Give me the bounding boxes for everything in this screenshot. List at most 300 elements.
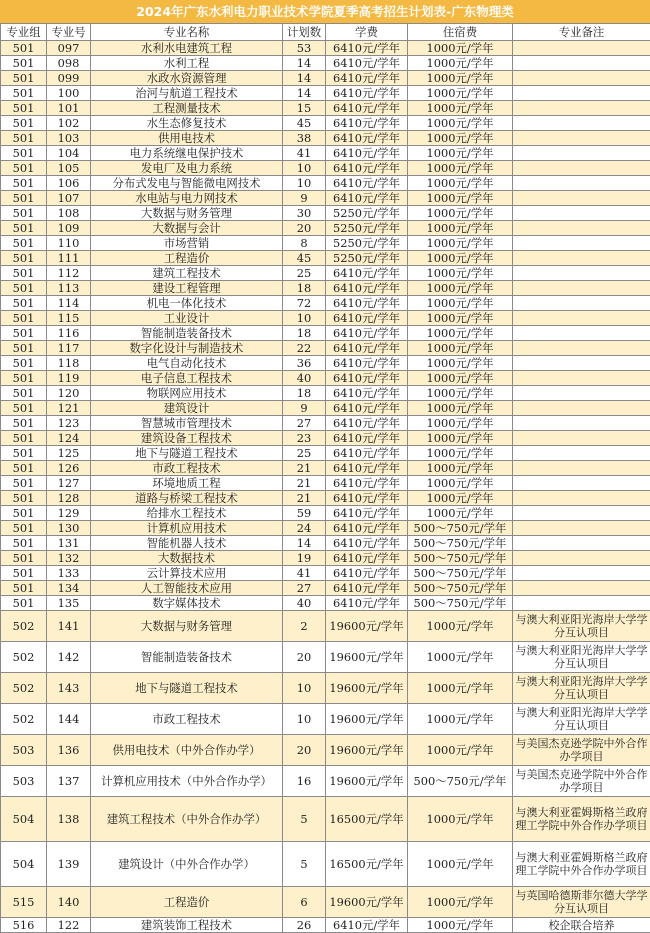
cell-lodging: 1000元/学年 bbox=[408, 206, 513, 221]
cell-plan: 18 bbox=[283, 386, 326, 401]
cell-plan: 27 bbox=[283, 581, 326, 596]
cell-lodging: 500～750元/学年 bbox=[408, 766, 513, 797]
cell-group: 501 bbox=[1, 56, 47, 71]
cell-name: 市场营销 bbox=[91, 236, 283, 251]
cell-lodging: 1000元/学年 bbox=[408, 735, 513, 766]
cell-plan: 53 bbox=[283, 41, 326, 56]
cell-plan: 5 bbox=[283, 797, 326, 842]
cell-name: 物联网应用技术 bbox=[91, 386, 283, 401]
cell-tuition: 19600元/学年 bbox=[326, 673, 408, 704]
cell-lodging: 1000元/学年 bbox=[408, 56, 513, 71]
cell-lodging: 1000元/学年 bbox=[408, 642, 513, 673]
cell-lodging: 500～750元/学年 bbox=[408, 551, 513, 566]
cell-plan: 26 bbox=[283, 918, 326, 933]
table-row bbox=[1, 371, 650, 386]
cell-tuition: 19600元/学年 bbox=[326, 611, 408, 642]
cell-name: 地下与隧道工程技术 bbox=[91, 673, 283, 704]
cell-name: 工程测量技术 bbox=[91, 101, 283, 116]
table-row bbox=[1, 491, 650, 506]
cell-note bbox=[513, 491, 650, 506]
cell-plan: 14 bbox=[283, 86, 326, 101]
cell-note: 与澳大利亚霍姆斯格兰政府理工学院中外合作办学项目 bbox=[513, 797, 650, 842]
table-row bbox=[1, 296, 650, 311]
cell-tuition: 6410元/学年 bbox=[326, 191, 408, 206]
cell-lodging: 1000元/学年 bbox=[408, 401, 513, 416]
cell-group: 502 bbox=[1, 611, 47, 642]
cell-name: 建筑设备工程技术 bbox=[91, 431, 283, 446]
table-row bbox=[1, 551, 650, 566]
table-row bbox=[1, 221, 650, 236]
header-lodging: 住宿费 bbox=[408, 24, 513, 41]
cell-code: 097 bbox=[47, 41, 91, 56]
cell-name: 云计算技术应用 bbox=[91, 566, 283, 581]
cell-lodging: 1000元/学年 bbox=[408, 356, 513, 371]
cell-lodging: 1000元/学年 bbox=[408, 918, 513, 933]
cell-plan: 21 bbox=[283, 491, 326, 506]
cell-name: 市政工程技术 bbox=[91, 704, 283, 735]
cell-group: 501 bbox=[1, 101, 47, 116]
cell-group: 502 bbox=[1, 704, 47, 735]
cell-group: 501 bbox=[1, 236, 47, 251]
cell-code: 126 bbox=[47, 461, 91, 476]
cell-group: 501 bbox=[1, 596, 47, 611]
cell-name: 市政工程技术 bbox=[91, 461, 283, 476]
cell-code: 130 bbox=[47, 521, 91, 536]
cell-lodging: 500～750元/学年 bbox=[408, 536, 513, 551]
cell-code: 118 bbox=[47, 356, 91, 371]
table-row bbox=[1, 766, 650, 797]
cell-plan: 45 bbox=[283, 116, 326, 131]
cell-lodging: 1000元/学年 bbox=[408, 146, 513, 161]
cell-tuition: 6410元/学年 bbox=[326, 386, 408, 401]
cell-name: 电力系统继电保护技术 bbox=[91, 146, 283, 161]
cell-group: 501 bbox=[1, 371, 47, 386]
cell-note bbox=[513, 41, 650, 56]
cell-lodging: 500～750元/学年 bbox=[408, 566, 513, 581]
cell-tuition: 5250元/学年 bbox=[326, 206, 408, 221]
cell-plan: 20 bbox=[283, 221, 326, 236]
cell-lodging: 1000元/学年 bbox=[408, 221, 513, 236]
table-row bbox=[1, 401, 650, 416]
table-row bbox=[1, 704, 650, 735]
cell-lodging: 1000元/学年 bbox=[408, 611, 513, 642]
cell-lodging: 1000元/学年 bbox=[408, 341, 513, 356]
table-row bbox=[1, 326, 650, 341]
cell-plan: 19 bbox=[283, 551, 326, 566]
cell-note bbox=[513, 386, 650, 401]
table-row bbox=[1, 281, 650, 296]
cell-note bbox=[513, 551, 650, 566]
cell-lodging: 1000元/学年 bbox=[408, 266, 513, 281]
table-row bbox=[1, 71, 650, 86]
cell-code: 109 bbox=[47, 221, 91, 236]
cell-note bbox=[513, 236, 650, 251]
cell-lodging: 1000元/学年 bbox=[408, 311, 513, 326]
cell-tuition: 6410元/学年 bbox=[326, 371, 408, 386]
cell-plan: 10 bbox=[283, 176, 326, 191]
cell-plan: 10 bbox=[283, 311, 326, 326]
cell-group: 501 bbox=[1, 266, 47, 281]
table-row bbox=[1, 476, 650, 491]
cell-note bbox=[513, 506, 650, 521]
cell-group: 501 bbox=[1, 581, 47, 596]
cell-note bbox=[513, 221, 650, 236]
table-row bbox=[1, 206, 650, 221]
cell-lodging: 1000元/学年 bbox=[408, 461, 513, 476]
cell-name: 大数据与财务管理 bbox=[91, 611, 283, 642]
cell-plan: 18 bbox=[283, 326, 326, 341]
cell-note bbox=[513, 86, 650, 101]
table-row bbox=[1, 797, 650, 842]
cell-name: 治河与航道工程技术 bbox=[91, 86, 283, 101]
cell-lodging: 1000元/学年 bbox=[408, 842, 513, 887]
cell-code: 112 bbox=[47, 266, 91, 281]
cell-note bbox=[513, 581, 650, 596]
cell-group: 501 bbox=[1, 41, 47, 56]
cell-group: 502 bbox=[1, 673, 47, 704]
cell-name: 道路与桥梁工程技术 bbox=[91, 491, 283, 506]
table-row bbox=[1, 918, 650, 933]
cell-note bbox=[513, 521, 650, 536]
cell-lodging: 1000元/学年 bbox=[408, 86, 513, 101]
cell-tuition: 6410元/学年 bbox=[326, 326, 408, 341]
cell-note: 与澳大利亚阳光海岸大学学分互认项目 bbox=[513, 611, 650, 642]
cell-plan: 20 bbox=[283, 735, 326, 766]
table-row bbox=[1, 191, 650, 206]
cell-lodging: 1000元/学年 bbox=[408, 416, 513, 431]
table-row bbox=[1, 356, 650, 371]
cell-code: 133 bbox=[47, 566, 91, 581]
cell-group: 501 bbox=[1, 116, 47, 131]
cell-plan: 45 bbox=[283, 251, 326, 266]
table-row bbox=[1, 842, 650, 887]
table-row bbox=[1, 431, 650, 446]
cell-name: 电气自动化技术 bbox=[91, 356, 283, 371]
cell-note bbox=[513, 431, 650, 446]
cell-plan: 9 bbox=[283, 401, 326, 416]
cell-note: 与澳大利亚霍姆斯格兰政府理工学院中外合作办学项目 bbox=[513, 842, 650, 887]
cell-code: 134 bbox=[47, 581, 91, 596]
table-row bbox=[1, 673, 650, 704]
cell-name: 数字化设计与制造技术 bbox=[91, 341, 283, 356]
cell-code: 125 bbox=[47, 446, 91, 461]
cell-lodging: 1000元/学年 bbox=[408, 236, 513, 251]
cell-plan: 20 bbox=[283, 642, 326, 673]
cell-name: 建筑设计 bbox=[91, 401, 283, 416]
cell-tuition: 6410元/学年 bbox=[326, 341, 408, 356]
cell-group: 501 bbox=[1, 131, 47, 146]
cell-code: 103 bbox=[47, 131, 91, 146]
cell-tuition: 6410元/学年 bbox=[326, 146, 408, 161]
cell-name: 人工智能技术应用 bbox=[91, 581, 283, 596]
cell-group: 501 bbox=[1, 491, 47, 506]
cell-plan: 8 bbox=[283, 236, 326, 251]
cell-note: 与澳大利亚阳光海岸大学学分互认项目 bbox=[513, 642, 650, 673]
cell-note bbox=[513, 101, 650, 116]
cell-lodging: 1000元/学年 bbox=[408, 446, 513, 461]
cell-tuition: 6410元/学年 bbox=[326, 41, 408, 56]
cell-name: 智能制造装备技术 bbox=[91, 326, 283, 341]
cell-note bbox=[513, 176, 650, 191]
cell-note bbox=[513, 131, 650, 146]
cell-tuition: 19600元/学年 bbox=[326, 887, 408, 918]
cell-group: 501 bbox=[1, 191, 47, 206]
table-row bbox=[1, 161, 650, 176]
cell-lodging: 1000元/学年 bbox=[408, 491, 513, 506]
cell-code: 142 bbox=[47, 642, 91, 673]
cell-name: 建筑工程技术 bbox=[91, 266, 283, 281]
cell-plan: 10 bbox=[283, 161, 326, 176]
cell-tuition: 6410元/学年 bbox=[326, 476, 408, 491]
cell-group: 503 bbox=[1, 766, 47, 797]
cell-tuition: 6410元/学年 bbox=[326, 566, 408, 581]
cell-code: 124 bbox=[47, 431, 91, 446]
cell-group: 501 bbox=[1, 251, 47, 266]
cell-plan: 23 bbox=[283, 431, 326, 446]
cell-note bbox=[513, 566, 650, 581]
cell-code: 143 bbox=[47, 673, 91, 704]
cell-lodging: 500～750元/学年 bbox=[408, 521, 513, 536]
cell-group: 501 bbox=[1, 221, 47, 236]
cell-note bbox=[513, 596, 650, 611]
header-group: 专业组 bbox=[1, 24, 47, 41]
cell-code: 099 bbox=[47, 71, 91, 86]
cell-group: 501 bbox=[1, 281, 47, 296]
cell-note: 与英国哈德斯菲尔德大学学分互认项目 bbox=[513, 887, 650, 918]
cell-code: 120 bbox=[47, 386, 91, 401]
table-row bbox=[1, 86, 650, 101]
cell-code: 136 bbox=[47, 735, 91, 766]
cell-plan: 21 bbox=[283, 476, 326, 491]
cell-name: 建筑工程技术（中外合作办学） bbox=[91, 797, 283, 842]
cell-note bbox=[513, 116, 650, 131]
cell-code: 137 bbox=[47, 766, 91, 797]
cell-name: 给排水工程技术 bbox=[91, 506, 283, 521]
cell-group: 501 bbox=[1, 416, 47, 431]
cell-note bbox=[513, 401, 650, 416]
cell-lodging: 1000元/学年 bbox=[408, 161, 513, 176]
cell-plan: 41 bbox=[283, 146, 326, 161]
cell-name: 工程造价 bbox=[91, 887, 283, 918]
cell-tuition: 19600元/学年 bbox=[326, 642, 408, 673]
cell-code: 113 bbox=[47, 281, 91, 296]
cell-code: 139 bbox=[47, 842, 91, 887]
cell-code: 100 bbox=[47, 86, 91, 101]
cell-lodging: 1000元/学年 bbox=[408, 887, 513, 918]
cell-note bbox=[513, 476, 650, 491]
cell-plan: 24 bbox=[283, 521, 326, 536]
cell-code: 122 bbox=[47, 918, 91, 933]
cell-name: 智能机器人技术 bbox=[91, 536, 283, 551]
cell-code: 132 bbox=[47, 551, 91, 566]
cell-code: 144 bbox=[47, 704, 91, 735]
cell-code: 117 bbox=[47, 341, 91, 356]
cell-name: 供用电技术（中外合作办学） bbox=[91, 735, 283, 766]
cell-lodging: 1000元/学年 bbox=[408, 176, 513, 191]
cell-plan: 6 bbox=[283, 887, 326, 918]
cell-note bbox=[513, 416, 650, 431]
cell-tuition: 6410元/学年 bbox=[326, 296, 408, 311]
cell-tuition: 6410元/学年 bbox=[326, 161, 408, 176]
cell-name: 建筑装饰工程技术 bbox=[91, 918, 283, 933]
header-name: 专业名称 bbox=[91, 24, 283, 41]
header-row bbox=[1, 24, 650, 41]
cell-name: 地下与隧道工程技术 bbox=[91, 446, 283, 461]
cell-name: 发电厂及电力系统 bbox=[91, 161, 283, 176]
table-row bbox=[1, 386, 650, 401]
table-row bbox=[1, 566, 650, 581]
cell-note bbox=[513, 191, 650, 206]
cell-group: 502 bbox=[1, 642, 47, 673]
cell-group: 501 bbox=[1, 296, 47, 311]
cell-note bbox=[513, 326, 650, 341]
cell-note: 校企联合培养 bbox=[513, 918, 650, 933]
cell-code: 140 bbox=[47, 887, 91, 918]
cell-plan: 10 bbox=[283, 673, 326, 704]
cell-tuition: 6410元/学年 bbox=[326, 116, 408, 131]
cell-group: 501 bbox=[1, 476, 47, 491]
table-row bbox=[1, 41, 650, 56]
cell-note: 与澳大利亚阳光海岸大学学分互认项目 bbox=[513, 704, 650, 735]
cell-name: 工程造价 bbox=[91, 251, 283, 266]
cell-group: 501 bbox=[1, 446, 47, 461]
cell-code: 115 bbox=[47, 311, 91, 326]
cell-group: 501 bbox=[1, 386, 47, 401]
cell-plan: 9 bbox=[283, 191, 326, 206]
cell-tuition: 6410元/学年 bbox=[326, 506, 408, 521]
cell-name: 计算机应用技术（中外合作办学） bbox=[91, 766, 283, 797]
cell-group: 504 bbox=[1, 797, 47, 842]
cell-name: 机电一体化技术 bbox=[91, 296, 283, 311]
cell-group: 501 bbox=[1, 506, 47, 521]
cell-note bbox=[513, 206, 650, 221]
cell-code: 121 bbox=[47, 401, 91, 416]
cell-lodging: 1000元/学年 bbox=[408, 71, 513, 86]
cell-plan: 2 bbox=[283, 611, 326, 642]
cell-code: 114 bbox=[47, 296, 91, 311]
cell-note bbox=[513, 251, 650, 266]
table-row bbox=[1, 131, 650, 146]
table-row bbox=[1, 266, 650, 281]
cell-plan: 21 bbox=[283, 461, 326, 476]
cell-code: 128 bbox=[47, 491, 91, 506]
cell-tuition: 5250元/学年 bbox=[326, 251, 408, 266]
cell-plan: 38 bbox=[283, 131, 326, 146]
cell-code: 129 bbox=[47, 506, 91, 521]
cell-name: 计算机应用技术 bbox=[91, 521, 283, 536]
cell-group: 501 bbox=[1, 161, 47, 176]
cell-code: 131 bbox=[47, 536, 91, 551]
cell-name: 大数据与财务管理 bbox=[91, 206, 283, 221]
table-row bbox=[1, 521, 650, 536]
cell-group: 501 bbox=[1, 176, 47, 191]
cell-tuition: 6410元/学年 bbox=[326, 176, 408, 191]
cell-plan: 30 bbox=[283, 206, 326, 221]
cell-note: 与澳大利亚阳光海岸大学学分互认项目 bbox=[513, 673, 650, 704]
cell-tuition: 19600元/学年 bbox=[326, 704, 408, 735]
cell-group: 501 bbox=[1, 326, 47, 341]
header-tuition: 学费 bbox=[326, 24, 408, 41]
table-row bbox=[1, 311, 650, 326]
cell-plan: 14 bbox=[283, 56, 326, 71]
table-row bbox=[1, 642, 650, 673]
cell-lodging: 1000元/学年 bbox=[408, 673, 513, 704]
cell-name: 智慧城市管理技术 bbox=[91, 416, 283, 431]
cell-tuition: 6410元/学年 bbox=[326, 596, 408, 611]
cell-note: 与美国杰克逊学院中外合作办学项目 bbox=[513, 766, 650, 797]
cell-group: 501 bbox=[1, 356, 47, 371]
cell-tuition: 6410元/学年 bbox=[326, 431, 408, 446]
cell-lodging: 500～750元/学年 bbox=[408, 581, 513, 596]
cell-plan: 27 bbox=[283, 416, 326, 431]
cell-note bbox=[513, 146, 650, 161]
cell-code: 119 bbox=[47, 371, 91, 386]
cell-name: 水生态修复技术 bbox=[91, 116, 283, 131]
cell-tuition: 19600元/学年 bbox=[326, 735, 408, 766]
cell-tuition: 6410元/学年 bbox=[326, 401, 408, 416]
header-code: 专业号 bbox=[47, 24, 91, 41]
sheet-title: 2024年广东水利电力职业技术学院夏季高考招生计划表-广东物理类 bbox=[0, 0, 650, 23]
cell-plan: 40 bbox=[283, 371, 326, 386]
table-row bbox=[1, 446, 650, 461]
cell-group: 501 bbox=[1, 461, 47, 476]
cell-tuition: 6410元/学年 bbox=[326, 446, 408, 461]
cell-tuition: 6410元/学年 bbox=[326, 536, 408, 551]
cell-plan: 72 bbox=[283, 296, 326, 311]
cell-note bbox=[513, 461, 650, 476]
cell-plan: 5 bbox=[283, 842, 326, 887]
cell-plan: 16 bbox=[283, 766, 326, 797]
cell-plan: 14 bbox=[283, 536, 326, 551]
cell-code: 141 bbox=[47, 611, 91, 642]
table-row bbox=[1, 236, 650, 251]
cell-lodging: 1000元/学年 bbox=[408, 704, 513, 735]
cell-note bbox=[513, 446, 650, 461]
cell-group: 501 bbox=[1, 86, 47, 101]
cell-name: 水政水资源管理 bbox=[91, 71, 283, 86]
cell-code: 107 bbox=[47, 191, 91, 206]
cell-note bbox=[513, 56, 650, 71]
cell-plan: 40 bbox=[283, 596, 326, 611]
cell-lodging: 1000元/学年 bbox=[408, 326, 513, 341]
table-row bbox=[1, 341, 650, 356]
table-row bbox=[1, 101, 650, 116]
cell-plan: 18 bbox=[283, 281, 326, 296]
cell-lodging: 1000元/学年 bbox=[408, 251, 513, 266]
cell-group: 501 bbox=[1, 431, 47, 446]
cell-tuition: 6410元/学年 bbox=[326, 311, 408, 326]
cell-tuition: 6410元/学年 bbox=[326, 521, 408, 536]
cell-tuition: 16500元/学年 bbox=[326, 842, 408, 887]
cell-code: 135 bbox=[47, 596, 91, 611]
cell-lodging: 1000元/学年 bbox=[408, 506, 513, 521]
cell-tuition: 6410元/学年 bbox=[326, 131, 408, 146]
header-plan: 计划数 bbox=[283, 24, 326, 41]
cell-group: 501 bbox=[1, 311, 47, 326]
cell-lodging: 1000元/学年 bbox=[408, 41, 513, 56]
cell-code: 116 bbox=[47, 326, 91, 341]
cell-plan: 59 bbox=[283, 506, 326, 521]
cell-name: 大数据与会计 bbox=[91, 221, 283, 236]
cell-code: 102 bbox=[47, 116, 91, 131]
cell-note bbox=[513, 356, 650, 371]
cell-tuition: 6410元/学年 bbox=[326, 356, 408, 371]
cell-lodging: 1000元/学年 bbox=[408, 431, 513, 446]
cell-group: 501 bbox=[1, 521, 47, 536]
cell-lodging: 1000元/学年 bbox=[408, 386, 513, 401]
cell-tuition: 6410元/学年 bbox=[326, 281, 408, 296]
table-row bbox=[1, 611, 650, 642]
